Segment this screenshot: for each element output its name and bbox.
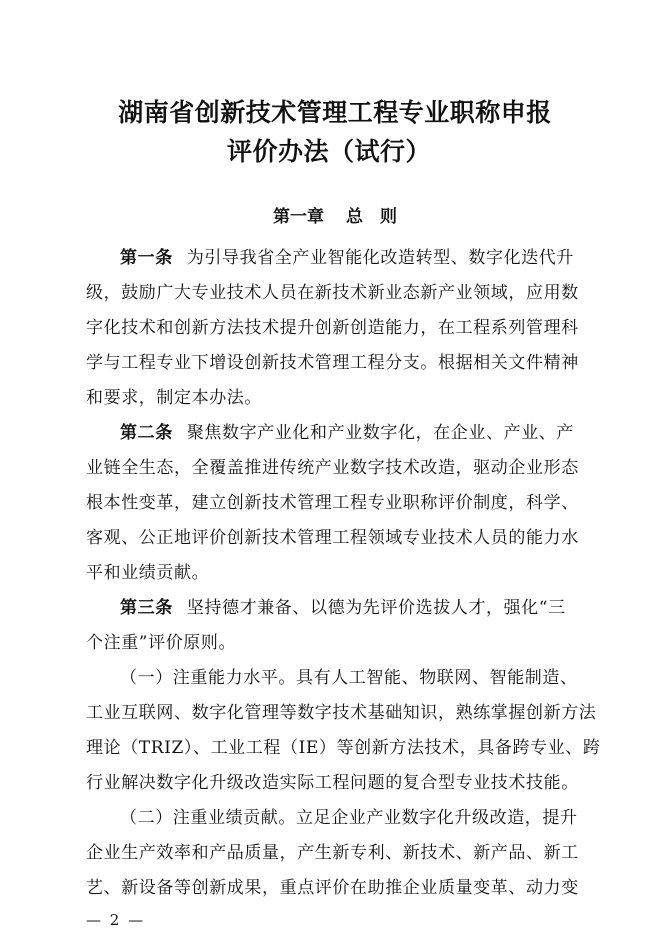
clause-2-line-2: 企业生产效率和产品质量，产生新专利、新技术、新产品、新工 bbox=[86, 843, 579, 863]
article-3-text: 坚持德才兼备、以德为先评价选拔人才，强化“三 bbox=[186, 598, 566, 618]
article-1-line-2: 级，鼓励广大专业技术人员在新技术新业态新产业领域，应用数 bbox=[86, 283, 579, 303]
article-1-label: 第一条 bbox=[120, 248, 173, 268]
article-3-line-2: 个注重”评价原则。 bbox=[86, 633, 237, 653]
document-title-line-1: 湖南省创新技术管理工程专业职称申报 bbox=[118, 98, 552, 127]
article-2-line-4: 客观、公正地评价创新技术管理工程领域专业技术人员的能力水 bbox=[86, 528, 579, 548]
article-1-line-5: 和要求，制定本办法。 bbox=[86, 388, 262, 408]
article-2-label: 第二条 bbox=[120, 423, 173, 443]
clause-1-line-3: 理论（TRIZ）、工业工程（IE）等创新方法技术，具备跨专业、跨 bbox=[86, 738, 601, 758]
chapter-heading bbox=[0, 204, 670, 230]
document-title-line-2: 评价办法（试行） bbox=[226, 137, 431, 166]
article-1-line-4: 学与工程专业下增设创新技术管理工程分支。根据相关文件精神 bbox=[86, 353, 579, 373]
article-3-label: 第三条 bbox=[120, 598, 173, 618]
article-1-line-3: 字化技术和创新方法技术提升创新创造能力，在工程系列管理科 bbox=[86, 318, 579, 338]
clause-2-line-1: （二）注重业绩贡献。立足企业产业数字化升级改造，提升 bbox=[120, 808, 578, 828]
clause-1-line-4: 行业解决数字化升级改造实际工程问题的复合型专业技术技能。 bbox=[86, 773, 579, 793]
article-2-line-3: 根本性变革，建立创新技术管理工程专业职称评价制度，科学、 bbox=[86, 493, 579, 513]
article-2-line-1 bbox=[120, 418, 586, 448]
chapter-name: 总 则 bbox=[346, 207, 397, 227]
clause-2-line-3: 艺、新设备等创新成果，重点评价在助推企业质量变革、动力变 bbox=[86, 878, 579, 898]
article-2-line-2: 业链全生态，全覆盖推进传统产业数字技术改造，驱动企业形态 bbox=[86, 458, 579, 478]
page-number: — 2 — bbox=[86, 911, 146, 929]
article-1-line-1 bbox=[120, 243, 586, 273]
article-3-line-1 bbox=[120, 593, 586, 623]
article-2-line-5: 平和业绩贡献。 bbox=[86, 563, 210, 583]
chapter-label: 第一章 bbox=[273, 207, 324, 227]
clause-1-line-2: 工业互联网、数字化管理等数字技术基础知识，熟练掌握创新方法 bbox=[86, 703, 597, 723]
clause-1-line-1: （一）注重能力水平。具有人工智能、物联网、智能制造、 bbox=[120, 668, 578, 688]
article-2-text: 聚焦数字产业化和产业数字化，在企业、产业、产 bbox=[186, 423, 575, 443]
article-1-text: 为引导我省全产业智能化改造转型、数字化迭代升 bbox=[186, 248, 575, 268]
